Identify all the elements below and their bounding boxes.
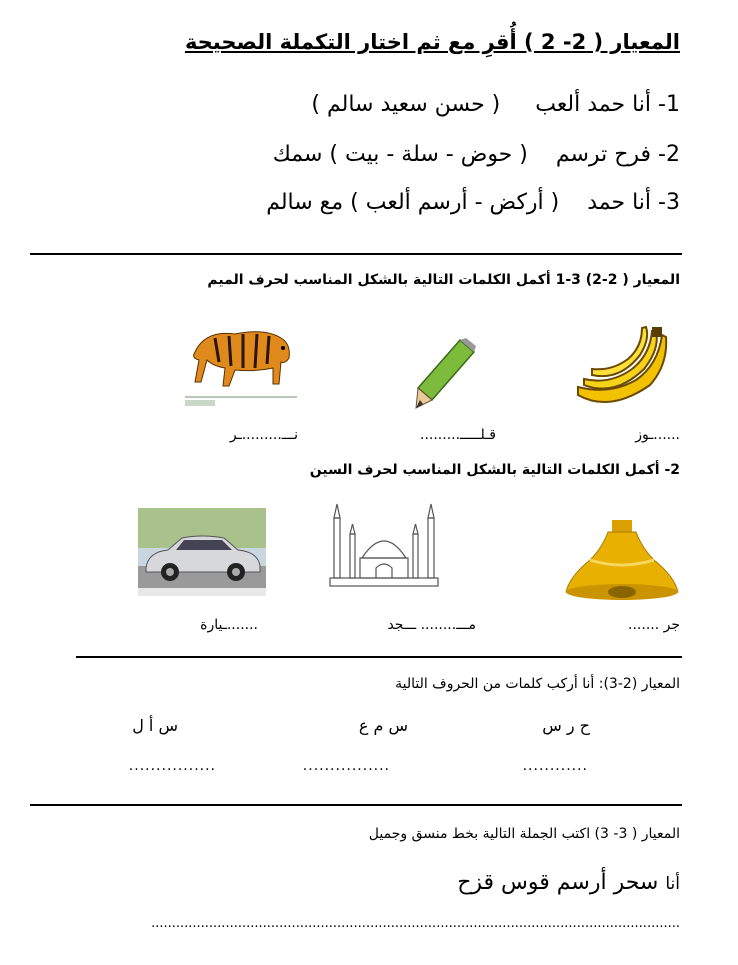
question-options: ( أركض - أرسم ألعب ) مع سالم bbox=[266, 190, 560, 215]
question-number: 1- bbox=[658, 92, 680, 117]
section-5-title: المعيار ( 3- 3) اكتب الجملة التالية بخط منسق وجميل bbox=[368, 826, 680, 842]
answer-blank-2[interactable]: ................ bbox=[302, 758, 390, 774]
divider bbox=[76, 656, 682, 658]
question-1 bbox=[311, 92, 680, 117]
question-3 bbox=[266, 190, 680, 215]
divider bbox=[30, 804, 682, 806]
word-blank-6: .......ـيارة bbox=[200, 617, 258, 633]
letter-group-2: س م ع bbox=[358, 716, 408, 735]
question-number: 2- bbox=[658, 142, 680, 167]
car-icon bbox=[138, 508, 266, 596]
sentence-prefix: أنا bbox=[665, 874, 680, 894]
pencil-icon bbox=[412, 338, 478, 410]
question-options: ( حسن سعيد سالم ) bbox=[311, 92, 501, 117]
word-blank-2: قـلـــــ......... bbox=[420, 427, 496, 443]
word-blank-3: نـــ.........ـر bbox=[229, 427, 298, 443]
word-blank-5: مـــ........ ـــجد bbox=[387, 617, 476, 633]
question-2 bbox=[273, 142, 680, 167]
writing-line[interactable]: ................................................................................................................................ bbox=[151, 916, 680, 931]
sentence-text: سحر أرسم قوس قزح bbox=[457, 870, 659, 895]
word-blank-1: ......ـوز bbox=[635, 427, 680, 443]
divider bbox=[30, 253, 682, 255]
section-3-title: 2- أكمل الكلمات التالية بالشكل المناسب لحرف السين bbox=[309, 462, 680, 478]
question-number: 3- bbox=[658, 190, 680, 215]
page-title: المعيار ( 2- 2 ) أُقرِ مع ثم اختار التكملة الصحيحة bbox=[184, 30, 680, 54]
mosque-icon bbox=[326, 498, 442, 590]
question-stem: أنا حمد ألعب bbox=[535, 92, 652, 117]
section-4-title: المعيار (2-3): أنا أركب كلمات من الحروف التالية bbox=[395, 676, 680, 692]
bell-icon bbox=[562, 518, 682, 604]
question-options: ( حوض - سلة - بيت ) سمك bbox=[272, 142, 528, 167]
letter-group-3: س أ ل bbox=[132, 716, 178, 735]
model-sentence bbox=[457, 870, 680, 895]
letter-group-1: ح ر س bbox=[542, 716, 590, 735]
answer-blank-1[interactable]: ............ bbox=[522, 758, 588, 774]
word-blank-4: جر ....... bbox=[628, 617, 680, 633]
question-stem: فرح ترسم bbox=[555, 142, 652, 167]
section-2-title: المعيار ( 2-2) 3-1 أكمل الكلمات التالية بالشكل المناسب لحرف الميم bbox=[207, 272, 680, 288]
question-stem: أنا حمد bbox=[587, 190, 652, 215]
banana-icon bbox=[570, 325, 680, 415]
tiger-icon bbox=[185, 310, 297, 408]
answer-blank-3[interactable]: ................ bbox=[128, 758, 216, 774]
